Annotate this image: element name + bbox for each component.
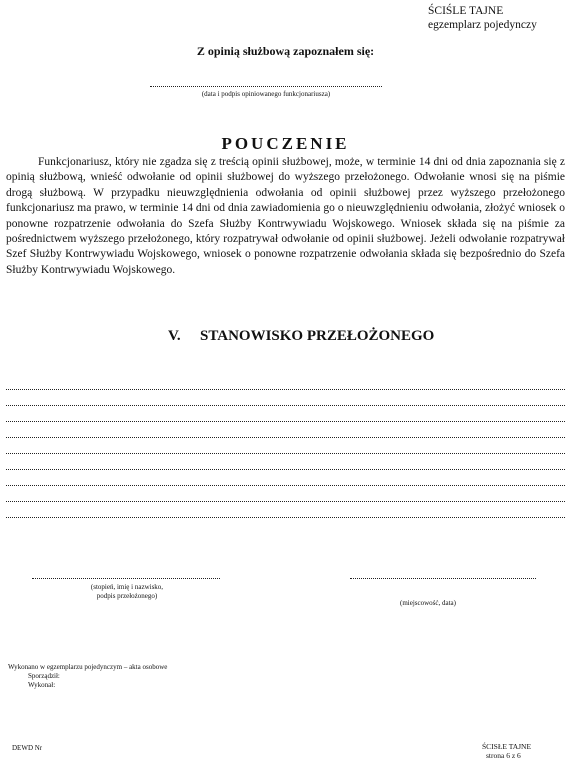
- classification-footer: [482, 742, 531, 760]
- statement-line[interactable]: [6, 454, 565, 470]
- execution-note: [8, 663, 167, 690]
- copy-note: egzemplarz pojedynczy: [428, 19, 537, 31]
- statement-line[interactable]: [6, 438, 565, 454]
- superior-statement-lines[interactable]: [6, 374, 565, 518]
- reference-number: DEWD Nr: [12, 744, 43, 752]
- superior-signature-line[interactable]: [32, 578, 220, 579]
- instruction-title: POUCZENIE: [221, 134, 350, 153]
- section-number: V.: [168, 328, 181, 344]
- statement-line[interactable]: [6, 406, 565, 422]
- instruction-body: Funkcjonariusz, który nie zgadza się z treścią opinii służbowej, może, w terminie 14 dni od dnia zapoznania się z opinią służbową, wnieść odwołanie od opinii służbowej do wyższego przełożonego. Odwołanie wnosi się na piśmie drogą służbową. W przypadku nieuwzględnienia odwołania od opinii służbowej przez wyższego przełożonego funkcjonariusz ma prawo, w terminie 14 dni od dnia zawiadomienia go o nieuwzględnieniu odwołania, złożyć wniosek o ponowne rozpatrzenie odwołania do Szefa Służby Kontrwywiadu Wojskowego. Wniosek składa się na piśmie za pośrednictwem wyższego przełożonego, który rozpatrywał odwołanie od opinii służbowej. Jeżeli odwołanie rozpatrywał Szef Służby Kontrwywiadu Wojskowego, wniosek o ponowne rozpatrzenie odwołania składa się bezpośrednio do Szefa Służby Kontrwywiadu Wojskowego.: [6, 156, 565, 276]
- place-date-line[interactable]: [350, 578, 536, 579]
- section-title: STANOWISKO PRZEŁOŻONEGO: [200, 328, 435, 344]
- copy-destination: Wykonano w egzemplarzu pojedynczym – akta osobowe: [8, 663, 168, 671]
- acknowledgement-heading: Z opinią służbową zapoznałem się:: [196, 44, 375, 58]
- acknowledgement-caption: (data i podpis opiniowanego funkcjonariusza): [201, 90, 331, 98]
- superior-signature-caption: [52, 583, 202, 601]
- statement-line[interactable]: [6, 470, 565, 486]
- statement-line[interactable]: [6, 390, 565, 406]
- page-number: strona 6 z 6: [486, 751, 521, 760]
- statement-line[interactable]: [6, 486, 565, 502]
- section-heading: [168, 328, 434, 345]
- classification-label-bottom: ŚCISŁE TAJNE: [482, 742, 532, 751]
- prepared-by-label: Sporządził:: [28, 672, 60, 680]
- place-date-caption: (miejscowość, data): [400, 599, 456, 607]
- classification-label: ŚCIŚLE TAJNE: [428, 5, 504, 17]
- caption-line: podpis przełożonego): [96, 592, 158, 600]
- caption-line: (stopień, imię i nazwisko,: [90, 583, 164, 591]
- statement-line[interactable]: [6, 502, 565, 518]
- executed-by-label: Wykonał:: [28, 681, 56, 689]
- statement-line[interactable]: [6, 374, 565, 390]
- acknowledgement-signature-line[interactable]: [150, 86, 382, 87]
- statement-line[interactable]: [6, 422, 565, 438]
- classification-header: [428, 4, 537, 32]
